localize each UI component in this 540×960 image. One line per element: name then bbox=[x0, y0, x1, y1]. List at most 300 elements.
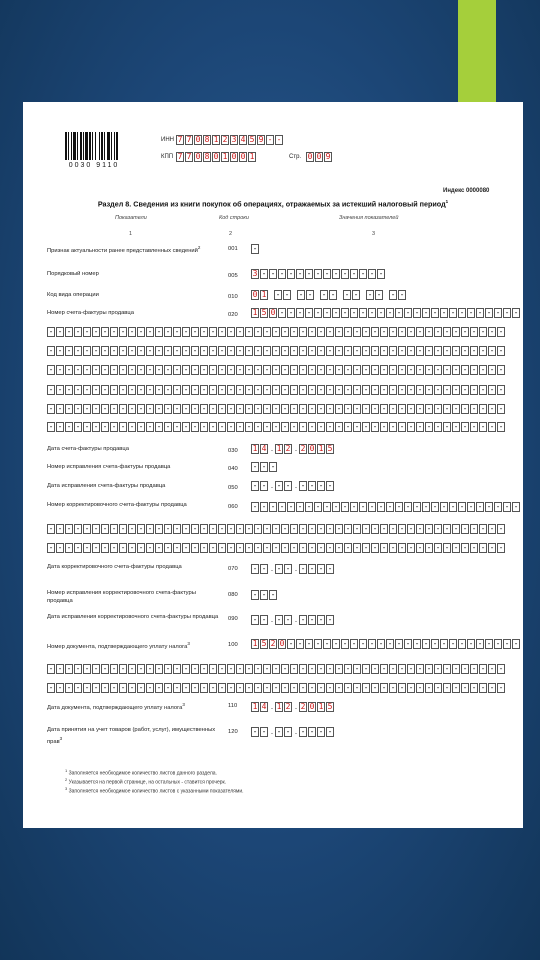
cell-box: - bbox=[120, 327, 126, 336]
cell-box: 2 bbox=[285, 702, 291, 711]
footnote-text: Заполняется необходимое количество листов данного раздела. bbox=[67, 770, 217, 777]
barcode-bar bbox=[101, 132, 103, 160]
corrective-invoice-date-cells[interactable] bbox=[251, 564, 335, 574]
cell-box: - bbox=[264, 664, 270, 673]
row-code: 010 bbox=[228, 294, 238, 300]
cell-box: - bbox=[315, 502, 321, 511]
cell-box: - bbox=[93, 365, 99, 374]
cell-box: - bbox=[75, 683, 81, 692]
cell-box: - bbox=[111, 385, 117, 394]
cell-box: - bbox=[66, 404, 72, 413]
cell-box: - bbox=[327, 422, 333, 431]
row-label bbox=[47, 502, 222, 510]
cell-box: - bbox=[75, 422, 81, 431]
cell-box: - bbox=[210, 365, 216, 374]
invoice-number-cells[interactable] bbox=[251, 308, 521, 318]
row-footnote-mark: 3 bbox=[182, 702, 185, 707]
cell-box: - bbox=[75, 385, 81, 394]
cell-box: - bbox=[300, 422, 306, 431]
cell-box: - bbox=[453, 365, 459, 374]
continuation-cells[interactable] bbox=[47, 385, 506, 395]
cell-box: - bbox=[57, 524, 63, 533]
cell-box: - bbox=[75, 524, 81, 533]
cell-box: - bbox=[201, 524, 207, 533]
relevance-flag-cells[interactable] bbox=[251, 244, 260, 254]
cell-box: - bbox=[351, 269, 357, 278]
cell-box: 1 bbox=[318, 444, 324, 453]
cell-box: - bbox=[441, 639, 447, 648]
cell-box: - bbox=[396, 502, 402, 511]
cell-box: - bbox=[201, 683, 207, 692]
cell-box: - bbox=[138, 524, 144, 533]
cell-box: - bbox=[270, 269, 276, 278]
cell-box: - bbox=[417, 327, 423, 336]
cell-box: - bbox=[120, 664, 126, 673]
cell-box: - bbox=[84, 385, 90, 394]
cell-box: - bbox=[228, 524, 234, 533]
cell-box: - bbox=[345, 385, 351, 394]
cell-box: - bbox=[66, 543, 72, 552]
cell-box: - bbox=[471, 422, 477, 431]
cell-box: - bbox=[453, 664, 459, 673]
cell-box: - bbox=[237, 664, 243, 673]
cell-box: - bbox=[498, 404, 504, 413]
continuation-cells[interactable] bbox=[47, 404, 506, 414]
cell-box: - bbox=[192, 346, 198, 355]
cell-box: - bbox=[367, 290, 373, 299]
cell-box: - bbox=[327, 615, 333, 624]
cell-box: - bbox=[378, 502, 384, 511]
cell-box: 0 bbox=[213, 152, 219, 161]
row-footnote-mark: 3 bbox=[59, 735, 63, 741]
date-separator: . bbox=[294, 481, 298, 490]
cell-box: - bbox=[363, 327, 369, 336]
cell-box: - bbox=[435, 683, 441, 692]
cell-box: - bbox=[252, 590, 258, 599]
cell-box: - bbox=[435, 404, 441, 413]
cell-box: - bbox=[417, 422, 423, 431]
cell-box: - bbox=[261, 481, 267, 490]
cell-box: - bbox=[450, 308, 456, 317]
cell-box: - bbox=[426, 404, 432, 413]
cell-box: - bbox=[246, 327, 252, 336]
cell-box: 2 bbox=[222, 135, 228, 144]
cell-box: - bbox=[345, 346, 351, 355]
cell-box: - bbox=[228, 664, 234, 673]
cell-box: - bbox=[297, 308, 303, 317]
continuation-cells[interactable] bbox=[47, 422, 506, 432]
cell-box: - bbox=[237, 346, 243, 355]
cell-box: - bbox=[282, 524, 288, 533]
cell-box: - bbox=[381, 365, 387, 374]
footnote-text: Заполняется необходимое количество листов с указанными показателями. bbox=[67, 788, 244, 795]
cell-box: - bbox=[111, 404, 117, 413]
cell-box: - bbox=[423, 639, 429, 648]
cell-box: - bbox=[444, 422, 450, 431]
cell-box: - bbox=[282, 385, 288, 394]
footnote bbox=[65, 777, 226, 786]
cell-box: - bbox=[327, 543, 333, 552]
cell-box: - bbox=[66, 365, 72, 374]
barcode-bars bbox=[65, 132, 123, 160]
cell-box: - bbox=[120, 543, 126, 552]
cell-box: - bbox=[252, 727, 258, 736]
cell-box: - bbox=[318, 683, 324, 692]
cell-box: 0 bbox=[195, 135, 201, 144]
cell-box: - bbox=[192, 404, 198, 413]
cell-box: - bbox=[315, 639, 321, 648]
barcode-bar bbox=[89, 132, 91, 160]
cell-box: - bbox=[399, 346, 405, 355]
cell-box: - bbox=[462, 365, 468, 374]
cell-box: - bbox=[261, 269, 267, 278]
cell-box: - bbox=[444, 543, 450, 552]
cell-box: - bbox=[192, 664, 198, 673]
date-separator: . bbox=[294, 564, 298, 573]
cell-box: - bbox=[174, 327, 180, 336]
cell-box: - bbox=[282, 543, 288, 552]
cell-box: - bbox=[147, 385, 153, 394]
cell-box: - bbox=[327, 564, 333, 573]
cell-box: - bbox=[282, 365, 288, 374]
cell-box: - bbox=[354, 664, 360, 673]
cell-box: - bbox=[264, 543, 270, 552]
cell-box: - bbox=[306, 639, 312, 648]
cell-box: 7 bbox=[177, 135, 183, 144]
cell-box: 0 bbox=[231, 152, 237, 161]
cell-box: - bbox=[285, 564, 291, 573]
cell-box: - bbox=[300, 365, 306, 374]
footnote-number: 3 bbox=[65, 786, 68, 791]
row-label bbox=[47, 244, 222, 255]
cell-box: - bbox=[318, 346, 324, 355]
cell-box: - bbox=[57, 543, 63, 552]
row-code: 080 bbox=[228, 592, 238, 598]
cell-box: - bbox=[66, 683, 72, 692]
cell-box: - bbox=[237, 385, 243, 394]
cell-box: - bbox=[498, 346, 504, 355]
cell-box: - bbox=[192, 385, 198, 394]
cell-box: - bbox=[255, 346, 261, 355]
cell-box: - bbox=[183, 664, 189, 673]
row-label-text: Дата исправления корректировочного счета-фактуры продавца bbox=[47, 614, 219, 620]
inn-field[interactable] bbox=[176, 135, 284, 145]
cell-box: - bbox=[84, 664, 90, 673]
cell-box: - bbox=[174, 385, 180, 394]
barcode bbox=[65, 132, 123, 170]
cell-box: - bbox=[327, 481, 333, 490]
cell-box: - bbox=[408, 422, 414, 431]
cell-box: - bbox=[102, 385, 108, 394]
cell-box: - bbox=[174, 683, 180, 692]
row-label-text: Номер документа, подтверждающего уплату налога bbox=[47, 643, 188, 650]
cell-box: - bbox=[219, 327, 225, 336]
cell-box: 9 bbox=[325, 152, 331, 161]
continuation-cells[interactable] bbox=[47, 327, 506, 337]
cell-box: - bbox=[381, 543, 387, 552]
cell-box: - bbox=[165, 683, 171, 692]
payment-document-date-cells[interactable] bbox=[251, 702, 335, 712]
cell-box: - bbox=[66, 327, 72, 336]
invoice-date-cells[interactable] bbox=[251, 444, 335, 454]
cell-box: - bbox=[354, 346, 360, 355]
cell-box: - bbox=[210, 422, 216, 431]
cell-box: - bbox=[489, 543, 495, 552]
cell-box: - bbox=[282, 404, 288, 413]
cell-box: - bbox=[102, 327, 108, 336]
cell-box: - bbox=[93, 683, 99, 692]
cell-box: - bbox=[462, 327, 468, 336]
cell-box: 1 bbox=[261, 290, 267, 299]
cell-box: 2 bbox=[300, 702, 306, 711]
cell-box: - bbox=[192, 683, 198, 692]
form-page bbox=[23, 102, 523, 828]
page-number-field[interactable] bbox=[306, 152, 333, 162]
cell-box: - bbox=[84, 327, 90, 336]
cell-box: - bbox=[333, 639, 339, 648]
cell-box: - bbox=[183, 524, 189, 533]
cell-box: - bbox=[276, 135, 282, 144]
cell-box: - bbox=[267, 135, 273, 144]
cell-box: - bbox=[93, 543, 99, 552]
cell-box: - bbox=[66, 422, 72, 431]
payment-document-number-cells[interactable] bbox=[251, 639, 521, 649]
cell-box: - bbox=[279, 269, 285, 278]
cell-box: 1 bbox=[222, 152, 228, 161]
cell-box: - bbox=[261, 502, 267, 511]
row-label bbox=[47, 614, 222, 622]
invoice-correction-date-cells[interactable] bbox=[251, 481, 335, 491]
row-label bbox=[47, 640, 222, 651]
cell-box: - bbox=[66, 664, 72, 673]
cell-box: - bbox=[489, 422, 495, 431]
row-label bbox=[47, 310, 222, 318]
cell-box: 1 bbox=[213, 135, 219, 144]
cell-box: - bbox=[459, 639, 465, 648]
cell-box: - bbox=[390, 346, 396, 355]
cell-box: - bbox=[93, 385, 99, 394]
cell-box: - bbox=[273, 422, 279, 431]
cell-box: - bbox=[354, 404, 360, 413]
kpp-field[interactable] bbox=[176, 152, 257, 162]
corrective-invoice-number-cells[interactable] bbox=[251, 502, 521, 512]
cell-box: - bbox=[261, 590, 267, 599]
cell-box: - bbox=[111, 365, 117, 374]
section-title bbox=[23, 199, 523, 208]
cell-box: - bbox=[300, 524, 306, 533]
cell-box: - bbox=[471, 543, 477, 552]
registration-date-cells[interactable] bbox=[251, 727, 335, 737]
cell-box: - bbox=[399, 683, 405, 692]
cell-box: - bbox=[324, 502, 330, 511]
cell-box: - bbox=[381, 524, 387, 533]
cell-box: - bbox=[390, 543, 396, 552]
cell-box: - bbox=[423, 502, 429, 511]
cell-box: - bbox=[369, 269, 375, 278]
cell-box: - bbox=[414, 639, 420, 648]
cell-box: - bbox=[48, 346, 54, 355]
cell-box: - bbox=[462, 664, 468, 673]
cell-box: - bbox=[156, 664, 162, 673]
continuation-cells[interactable] bbox=[47, 346, 506, 356]
cell-box: - bbox=[441, 308, 447, 317]
cell-box: - bbox=[462, 422, 468, 431]
cell-box: - bbox=[381, 683, 387, 692]
row-footnote-mark: 3 bbox=[187, 641, 190, 646]
cell-box: - bbox=[477, 308, 483, 317]
cell-box: - bbox=[345, 664, 351, 673]
corrective-correction-number-cells[interactable] bbox=[251, 590, 278, 600]
cell-box: - bbox=[333, 269, 339, 278]
row-label bbox=[47, 727, 222, 746]
cell-box: - bbox=[201, 365, 207, 374]
cell-box: - bbox=[309, 727, 315, 736]
cell-box: - bbox=[390, 385, 396, 394]
cell-box: - bbox=[282, 327, 288, 336]
cell-box: - bbox=[468, 502, 474, 511]
cell-box: - bbox=[354, 327, 360, 336]
operation-code-cells[interactable] bbox=[251, 290, 407, 300]
cell-box: - bbox=[495, 308, 501, 317]
cell-box: - bbox=[120, 346, 126, 355]
cell-box: - bbox=[201, 346, 207, 355]
cell-box: - bbox=[408, 327, 414, 336]
cell-box: - bbox=[255, 683, 261, 692]
cell-box: - bbox=[261, 727, 267, 736]
cell-box: - bbox=[336, 404, 342, 413]
cell-box: - bbox=[102, 524, 108, 533]
cell-box: - bbox=[408, 524, 414, 533]
cell-box: - bbox=[102, 422, 108, 431]
cell-box: - bbox=[210, 543, 216, 552]
serial-number-cells[interactable] bbox=[251, 269, 386, 279]
continuation-cells[interactable] bbox=[47, 543, 506, 553]
cell-box: - bbox=[129, 683, 135, 692]
cell-box: - bbox=[336, 543, 342, 552]
cell-box: 2 bbox=[270, 639, 276, 648]
cell-box: - bbox=[111, 524, 117, 533]
cell-box: - bbox=[372, 327, 378, 336]
cell-box: - bbox=[399, 327, 405, 336]
cell-box: - bbox=[480, 543, 486, 552]
cell-box: - bbox=[138, 683, 144, 692]
cell-box: - bbox=[48, 524, 54, 533]
cell-box: - bbox=[264, 385, 270, 394]
cell-box: - bbox=[291, 543, 297, 552]
cell-box: - bbox=[318, 543, 324, 552]
cell-box: - bbox=[396, 639, 402, 648]
invoice-correction-number-cells[interactable] bbox=[251, 462, 278, 472]
continuation-cells[interactable] bbox=[47, 664, 506, 674]
cell-box: - bbox=[344, 290, 350, 299]
cell-box: - bbox=[255, 365, 261, 374]
row-label bbox=[47, 446, 222, 454]
cell-box: 3 bbox=[231, 135, 237, 144]
continuation-cells[interactable] bbox=[47, 683, 506, 693]
cell-box: - bbox=[435, 346, 441, 355]
cell-box: 1 bbox=[249, 152, 255, 161]
row-label-text: Признак актуальности ранее представленных сведений bbox=[47, 247, 198, 254]
cell-box: - bbox=[282, 683, 288, 692]
cell-box: - bbox=[147, 664, 153, 673]
section-title-footnote: 1 bbox=[445, 199, 449, 204]
cell-box: - bbox=[309, 543, 315, 552]
cell-box: - bbox=[399, 365, 405, 374]
cell-box: - bbox=[353, 290, 359, 299]
cell-box: - bbox=[246, 365, 252, 374]
cell-box: - bbox=[297, 502, 303, 511]
cell-box: 0 bbox=[279, 639, 285, 648]
continuation-cells[interactable] bbox=[47, 524, 506, 534]
cell-box: - bbox=[513, 639, 519, 648]
cell-box: 5 bbox=[261, 639, 267, 648]
cell-box: - bbox=[210, 346, 216, 355]
cell-box: 1 bbox=[252, 639, 258, 648]
cell-box: - bbox=[432, 308, 438, 317]
corrective-correction-date-cells[interactable] bbox=[251, 615, 335, 625]
cell-box: - bbox=[453, 404, 459, 413]
continuation-cells[interactable] bbox=[47, 365, 506, 375]
cell-box: - bbox=[376, 290, 382, 299]
cell-box: - bbox=[75, 365, 81, 374]
cell-box: - bbox=[480, 365, 486, 374]
barcode-bar bbox=[116, 132, 118, 160]
cell-box: 0 bbox=[316, 152, 322, 161]
cell-box: - bbox=[156, 524, 162, 533]
cell-box: - bbox=[435, 524, 441, 533]
cell-box: - bbox=[75, 404, 81, 413]
cell-box: - bbox=[318, 524, 324, 533]
cell-box: - bbox=[93, 422, 99, 431]
cell-box: - bbox=[279, 308, 285, 317]
cell-box: - bbox=[381, 385, 387, 394]
cell-box: 0 bbox=[309, 444, 315, 453]
cell-box: - bbox=[174, 346, 180, 355]
cell-box: - bbox=[192, 422, 198, 431]
cell-box: - bbox=[435, 365, 441, 374]
cell-box: - bbox=[471, 346, 477, 355]
barcode-bar bbox=[104, 132, 105, 160]
cell-box: - bbox=[75, 664, 81, 673]
date-separator: . bbox=[270, 615, 274, 624]
cell-box: - bbox=[264, 404, 270, 413]
cell-box: - bbox=[66, 524, 72, 533]
cell-box: - bbox=[210, 524, 216, 533]
cell-box: - bbox=[309, 524, 315, 533]
cell-box: - bbox=[405, 502, 411, 511]
cell-box: - bbox=[435, 422, 441, 431]
cell-box: - bbox=[315, 269, 321, 278]
cell-box: - bbox=[270, 590, 276, 599]
cell-box: - bbox=[147, 404, 153, 413]
cell-box: - bbox=[486, 502, 492, 511]
cell-box: - bbox=[336, 664, 342, 673]
cell-box: - bbox=[201, 422, 207, 431]
cell-box: - bbox=[435, 385, 441, 394]
cell-box: - bbox=[48, 404, 54, 413]
date-separator: . bbox=[294, 727, 298, 736]
cell-box: - bbox=[336, 524, 342, 533]
cell-box: - bbox=[264, 683, 270, 692]
cell-box: - bbox=[183, 404, 189, 413]
cell-box: - bbox=[372, 664, 378, 673]
cell-box: 9 bbox=[258, 135, 264, 144]
cell-box: - bbox=[426, 422, 432, 431]
cell-box: - bbox=[276, 615, 282, 624]
cell-box: - bbox=[495, 502, 501, 511]
row-label-text: Дата счета-фактуры продавца bbox=[47, 446, 129, 452]
cell-box: - bbox=[369, 308, 375, 317]
